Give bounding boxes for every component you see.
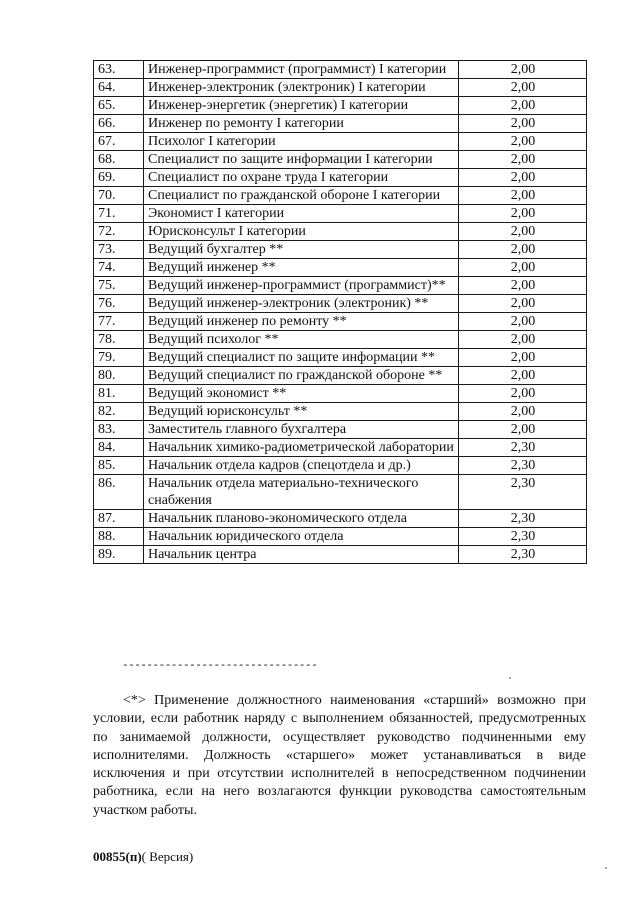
row-number: 68. — [94, 151, 144, 169]
coefficient-value: 2,00 — [459, 259, 587, 277]
footnote-text: <*> Применение должностного наименования «старший» возможно при условии, если работник наряду с выполнением обязанностей, предусмотренных по занимаемой должности, осуществляет руководство подчиненными ему исполнителями. Должность «старшего» может устанавливаться в виде исключения и при отсутствии исполнителей в непосредственном подчинении работника, если на него возлагаются функции руководства самостоятельным участком работы. — [93, 693, 586, 818]
table-row — [94, 115, 587, 133]
coefficient-value: 2,00 — [459, 133, 587, 151]
row-number: 88. — [94, 528, 144, 546]
table-row — [94, 385, 587, 403]
row-number: 78. — [94, 331, 144, 349]
position-name: Инженер-энергетик (энергетик) I категории — [144, 97, 459, 115]
position-name: Ведущий инженер-электроник (электроник) ** — [144, 295, 459, 313]
table-row — [94, 79, 587, 97]
position-name: Начальник отдела кадров (спецотдела и др.) — [144, 457, 459, 475]
position-name: Инженер-электроник (электроник) I категории — [144, 79, 459, 97]
coefficient-value: 2,00 — [459, 97, 587, 115]
row-number: 63. — [94, 61, 144, 79]
coefficient-value: 2,30 — [459, 510, 587, 528]
position-name: Начальник центра — [144, 546, 459, 564]
table-row — [94, 151, 587, 169]
row-number: 75. — [94, 277, 144, 295]
coefficient-value: 2,00 — [459, 115, 587, 133]
coefficient-value: 2,00 — [459, 313, 587, 331]
table-row — [94, 223, 587, 241]
position-name: Ведущий инженер ** — [144, 259, 459, 277]
position-name: Заместитель главного бухгалтера — [144, 421, 459, 439]
coefficient-value: 2,00 — [459, 169, 587, 187]
position-name: Специалист по охране труда I категории — [144, 169, 459, 187]
position-name: Специалист по гражданской обороне I категории — [144, 187, 459, 205]
position-name: Ведущий специалист по защите информации ** — [144, 349, 459, 367]
coefficient-value: 2,00 — [459, 151, 587, 169]
row-number: 65. — [94, 97, 144, 115]
coefficient-value: 2,00 — [459, 331, 587, 349]
table-row — [94, 457, 587, 475]
coefficient-value: 2,00 — [459, 421, 587, 439]
row-number: 86. — [94, 475, 144, 510]
row-number: 67. — [94, 133, 144, 151]
positions-table — [93, 60, 587, 564]
row-number: 87. — [94, 510, 144, 528]
position-name: Инженер по ремонту I категории — [144, 115, 459, 133]
position-name: Инженер-программист (программист) I категории — [144, 61, 459, 79]
row-number: 84. — [94, 439, 144, 457]
coefficient-value: 2,00 — [459, 205, 587, 223]
position-name: Начальник юридического отдела — [144, 528, 459, 546]
coefficient-value: 2,00 — [459, 367, 587, 385]
coefficient-value: 2,30 — [459, 528, 587, 546]
position-name: Ведущий бухгалтер ** — [144, 241, 459, 259]
row-number: 77. — [94, 313, 144, 331]
position-name: Начальник отдела материально-технического снабжения — [144, 475, 459, 510]
row-number: 73. — [94, 241, 144, 259]
row-number: 79. — [94, 349, 144, 367]
table-row — [94, 259, 587, 277]
row-number: 81. — [94, 385, 144, 403]
position-name: Ведущий инженер по ремонту ** — [144, 313, 459, 331]
position-name: Психолог I категории — [144, 133, 459, 151]
position-name: Ведущий специалист по гражданской обороне ** — [144, 367, 459, 385]
positions-table-body — [94, 61, 587, 564]
table-row — [94, 528, 587, 546]
table-row — [94, 61, 587, 79]
row-number: 64. — [94, 79, 144, 97]
row-number: 69. — [94, 169, 144, 187]
coefficient-value: 2,30 — [459, 546, 587, 564]
document-code-number: 00855(п) — [93, 849, 142, 864]
table-row — [94, 349, 587, 367]
table-row — [94, 169, 587, 187]
table-row — [94, 313, 587, 331]
table-row — [94, 241, 587, 259]
document-code — [93, 849, 193, 865]
table-row — [94, 97, 587, 115]
row-number: 83. — [94, 421, 144, 439]
position-name: Ведущий экономист ** — [144, 385, 459, 403]
coefficient-value: 2,00 — [459, 403, 587, 421]
table-row — [94, 331, 587, 349]
row-number: 71. — [94, 205, 144, 223]
coefficient-value: 2,00 — [459, 295, 587, 313]
table-row — [94, 133, 587, 151]
row-number: 66. — [94, 115, 144, 133]
coefficient-value: 2,00 — [459, 187, 587, 205]
table-row — [94, 295, 587, 313]
footnote-divider: -------------------------------- — [122, 660, 318, 672]
coefficient-value: 2,00 — [459, 61, 587, 79]
coefficient-value: 2,00 — [459, 241, 587, 259]
table-row — [94, 421, 587, 439]
table-row — [94, 546, 587, 564]
coefficient-value: 2,30 — [459, 475, 587, 510]
position-name: Ведущий инженер-программист (программист)** — [144, 277, 459, 295]
position-name: Экономист I категории — [144, 205, 459, 223]
row-number: 74. — [94, 259, 144, 277]
row-number: 85. — [94, 457, 144, 475]
position-name: Ведущий психолог ** — [144, 331, 459, 349]
scan-speck — [605, 867, 607, 869]
position-name: Ведущий юрисконсульт ** — [144, 403, 459, 421]
coefficient-value: 2,30 — [459, 457, 587, 475]
table-row — [94, 510, 587, 528]
document-code-version: ( Версия) — [141, 849, 194, 864]
position-name: Начальник планово-экономического отдела — [144, 510, 459, 528]
scan-speck — [509, 677, 511, 679]
row-number: 89. — [94, 546, 144, 564]
position-name: Специалист по защите информации I категории — [144, 151, 459, 169]
row-number: 72. — [94, 223, 144, 241]
table-row — [94, 403, 587, 421]
coefficient-value: 2,00 — [459, 277, 587, 295]
coefficient-value: 2,00 — [459, 223, 587, 241]
position-name: Начальник химико-радиометрической лаборатории — [144, 439, 459, 457]
row-number: 76. — [94, 295, 144, 313]
row-number: 82. — [94, 403, 144, 421]
coefficient-value: 2,30 — [459, 439, 587, 457]
row-number: 70. — [94, 187, 144, 205]
table-row — [94, 277, 587, 295]
table-row — [94, 205, 587, 223]
table-row — [94, 187, 587, 205]
table-row — [94, 439, 587, 457]
position-name: Юрисконсульт I категории — [144, 223, 459, 241]
row-number: 80. — [94, 367, 144, 385]
coefficient-value: 2,00 — [459, 79, 587, 97]
table-row — [94, 475, 587, 510]
table-row — [94, 367, 587, 385]
coefficient-value: 2,00 — [459, 385, 587, 403]
coefficient-value: 2,00 — [459, 349, 587, 367]
